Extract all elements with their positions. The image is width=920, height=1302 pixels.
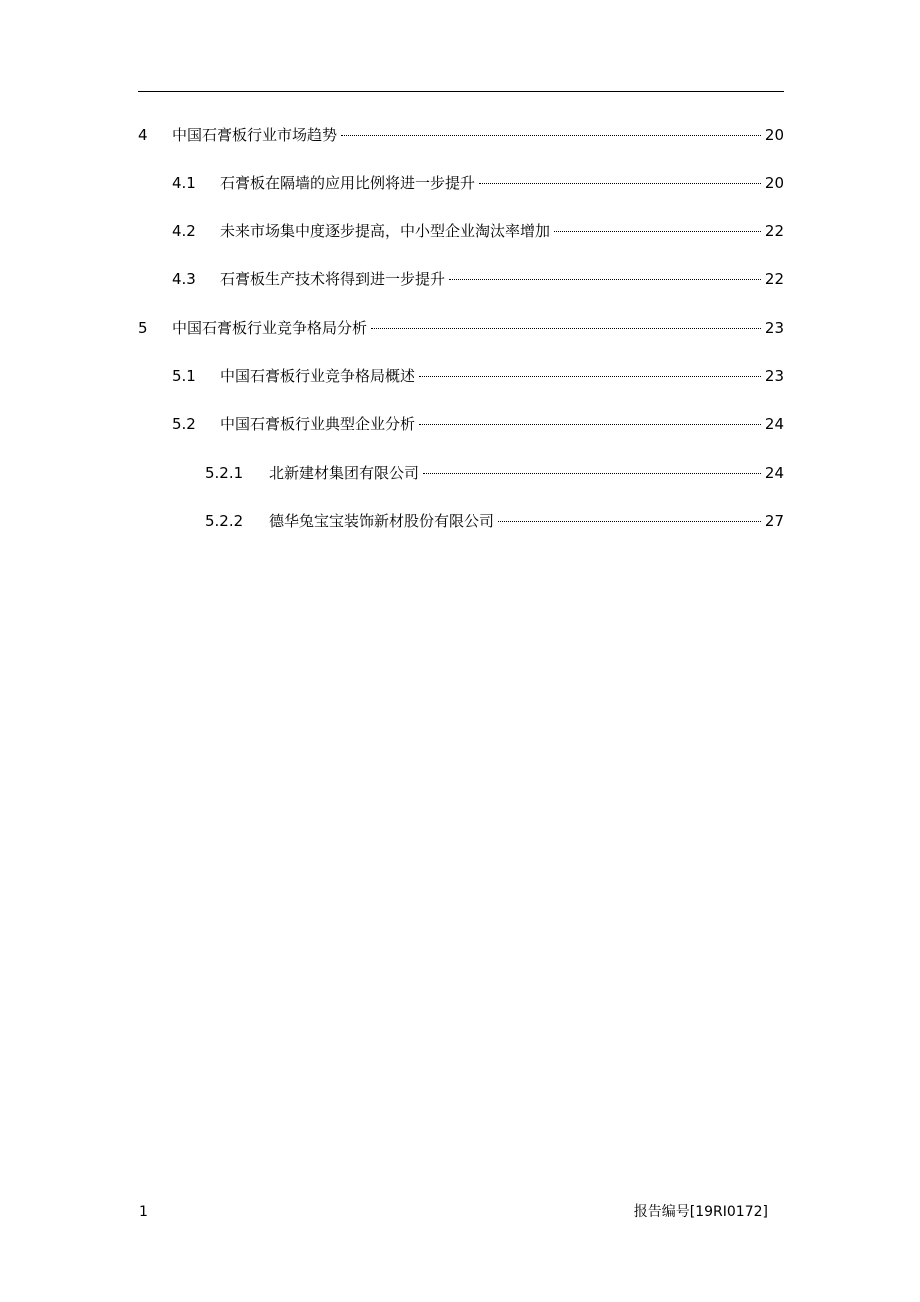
toc-leader-dots bbox=[419, 376, 761, 377]
toc-entry-title: 中国石膏板行业典型企业分析 bbox=[220, 415, 416, 433]
toc-entry-4-1[interactable] bbox=[172, 171, 784, 195]
toc-leader-dots bbox=[554, 231, 761, 232]
toc-entry-5-2[interactable] bbox=[172, 412, 784, 436]
toc-entry-title: 中国石膏板行业市场趋势 bbox=[172, 126, 338, 144]
toc-leader-dots bbox=[419, 424, 761, 425]
toc-leader-dots bbox=[423, 473, 761, 474]
toc-entry-page: 22 bbox=[764, 270, 784, 288]
toc-entry-title: 石膏板在隔墙的应用比例将进一步提升 bbox=[220, 174, 476, 192]
toc-entry-4-2[interactable] bbox=[172, 219, 784, 243]
toc-entry-number: 4.2 bbox=[172, 222, 196, 240]
toc-entry-page: 22 bbox=[764, 222, 784, 240]
toc-leader-dots bbox=[449, 279, 761, 280]
toc-leader-dots bbox=[479, 183, 761, 184]
toc-leader-dots bbox=[341, 135, 761, 136]
toc-entry-title: 中国石膏板行业竞争格局概述 bbox=[220, 367, 416, 385]
header-rule bbox=[138, 91, 784, 92]
toc-entry-page: 27 bbox=[764, 512, 784, 530]
footer-report-id: 报告编号[19RI0172] bbox=[633, 1204, 768, 1220]
toc-entry-page: 20 bbox=[764, 126, 784, 144]
toc-entry-title: 未来市场集中度逐步提高，中小型企业淘汰率增加 bbox=[220, 222, 551, 240]
toc-entry-page: 24 bbox=[764, 415, 784, 433]
toc-entry-number: 5.2.1 bbox=[205, 464, 244, 482]
footer-page-number: 1 bbox=[139, 1204, 148, 1220]
toc-entry-number: 5.2 bbox=[172, 415, 196, 433]
toc-entry-number: 4.3 bbox=[172, 270, 196, 288]
toc-entry-page: 23 bbox=[764, 367, 784, 385]
toc-entry-5-2-2[interactable] bbox=[205, 509, 784, 533]
toc-entry-4-3[interactable] bbox=[172, 267, 784, 291]
toc-leader-dots bbox=[498, 521, 761, 522]
toc-entry-number: 5.1 bbox=[172, 367, 196, 385]
toc-entry-title: 德华兔宝宝装饰新材股份有限公司 bbox=[269, 512, 495, 530]
toc-entry-4[interactable] bbox=[138, 123, 784, 147]
toc-entry-page: 20 bbox=[764, 174, 784, 192]
toc-entry-number: 5 bbox=[138, 319, 148, 337]
toc-entry-5-2-1[interactable] bbox=[205, 461, 784, 485]
toc-entry-number: 4.1 bbox=[172, 174, 196, 192]
toc-entry-page: 23 bbox=[764, 319, 784, 337]
toc-entry-number: 4 bbox=[138, 126, 148, 144]
toc-leader-dots bbox=[371, 328, 761, 329]
toc-entry-number: 5.2.2 bbox=[205, 512, 244, 530]
toc-entry-page: 24 bbox=[764, 464, 784, 482]
toc-entry-title: 石膏板生产技术将得到进一步提升 bbox=[220, 270, 446, 288]
toc-entry-5-1[interactable] bbox=[172, 364, 784, 388]
toc-entry-title: 中国石膏板行业竞争格局分析 bbox=[172, 319, 368, 337]
toc-entry-title: 北新建材集团有限公司 bbox=[269, 464, 420, 482]
toc-entry-5[interactable] bbox=[138, 316, 784, 340]
